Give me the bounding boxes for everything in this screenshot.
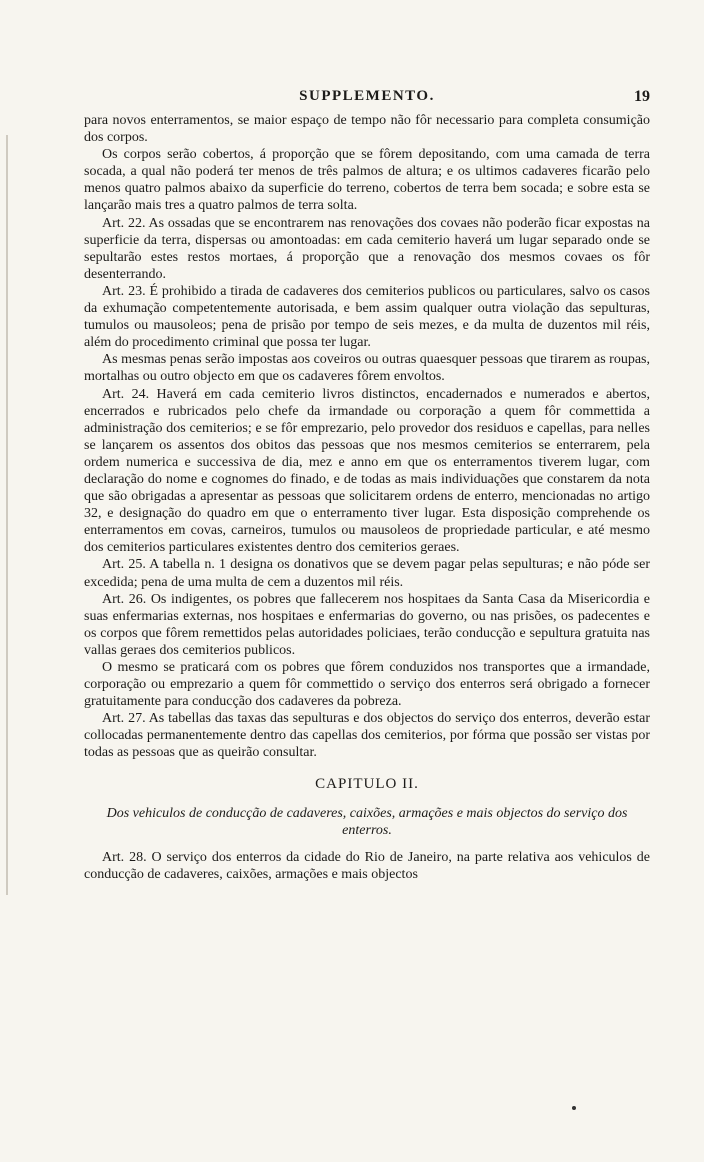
ink-mark xyxy=(572,1106,576,1110)
page-number: 19 xyxy=(634,88,650,105)
binding-edge xyxy=(6,135,8,895)
paragraph-art-24: Art. 24. Haverá em cada cemiterio livros distinctos, encadernados e numerados e abertos, encerrados e rubricados pelo chefe da irmandade ou corporação a quem fôr commettida a administração dos cemiterios; e se fôr emprezario, pelo provedor dos residuos e capellas, para nelles se lançarem os assentos dos obitos das pessoas que nos mesmos cemiterios se enterrarem, pela ordem numerica e successiva de dia, mez e anno em que os enterramentos tiverem lugar, com declaração do nome e cognomes do finado, e de todas as mais individuações que constarem da nota que são obrigadas a apresentar as pessoas que solicitarem ordens de enterro, mencionadas no artigo 32, e designação do quadro em que o enterramento tiver lugar. Esta disposição comprehende os enterramentos em covas, carneiros, tumulos ou mausoleos de propriedade particular, e até mesmo dos cemiterios particulares existentes dentro dos cemiterios geraes. xyxy=(84,386,650,556)
paragraph-art-28: Art. 28. O serviço dos enterros da cidade do Rio de Janeiro, na parte relativa aos vehiculos de conducção de cadaveres, caixões, armações e mais objectos xyxy=(84,849,650,882)
page-header xyxy=(84,88,650,110)
body-text xyxy=(84,112,650,883)
paragraph-art-27: Art. 27. As tabellas das taxas das sepulturas e dos objectos do serviço dos enterros, deverão estar collocadas permanentemente dentro das capellas dos cemiterios, por fórma que possão ser vistas por todas as pessoas que as queirão consultar. xyxy=(84,711,650,761)
running-title: SUPPLEMENTO. xyxy=(299,88,435,104)
paragraph: Os corpos serão cobertos, á proporção que se fôrem depositando, com uma camada de terra socada, a qual não poderá ter menos de três palmos de altura; e os ultimos cadaveres ficarão pelo menos quatro palmos abaixo da superficie do terreno, cobertos de terra bem socada; e sobre esta se lançarão mais tres a quatro palmos de terra solta. xyxy=(84,147,650,214)
paragraph: As mesmas penas serão impostas aos coveiros ou outras quaesquer pessoas que tirarem as roupas, mortalhas ou outro objecto em que os cadaveres fôrem envoltos. xyxy=(84,352,650,385)
paragraph: O mesmo se praticará com os pobres que fôrem conduzidos nos transportes que a irmandade, corporação ou emprezario a quem fôr commettido o serviço dos enterros será obrigado a fornecer gratuitamente para conducção dos cadaveres da pobreza. xyxy=(84,660,650,710)
chapter-title: CAPITULO II. xyxy=(315,775,419,792)
paragraph-art-22: Art. 22. As ossadas que se encontrarem nas renovações dos covaes não poderão ficar expostas na superficie da terra, dispersas ou amontoadas: em cada cemiterio haverá um lugar separado onde se sepultarão estes restos mortaes, á proporção que a renovação dos mesmos covaes os fôr desenterrando. xyxy=(84,215,650,282)
paragraph-art-25: Art. 25. A tabella n. 1 designa os donativos que se devem pagar pelas sepulturas; e não póde ser excedida; pena de uma multa de cem a duzentos mil réis. xyxy=(84,557,650,590)
paragraph-art-26: Art. 26. Os indigentes, os pobres que fallecerem nos hospitaes da Santa Casa da Misericordia e suas enfermarias externas, nos hospitaes e enfermarias do governo, ou nas prisões, os padecentes e os corpos que fôrem remettidos pelas autoridades policiaes, terão conducção e sepultura gratuita nas vallas geraes dos cemiterios publicos. xyxy=(84,591,650,658)
chapter-subtitle: Dos vehiculos de conducção de cadaveres, caixões, armações e mais objectos do serviço dos enterros. xyxy=(106,805,628,838)
paragraph-art-23: Art. 23. É prohibido a tirada de cadaveres dos cemiterios publicos ou particulares, salvo os casos da exhumação competentemente autorisada, e bem assim qualquer outra violação das sepulturas, tumulos ou mausoleos; pena de prisão por tempo de seis mezes, e da multa de duzentos mil réis, além do procedimento criminal que possa ter lugar. xyxy=(84,283,650,351)
paragraph: para novos enterramentos, se maior espaço de tempo não fôr necessario para completa consumição dos corpos. xyxy=(84,113,650,146)
